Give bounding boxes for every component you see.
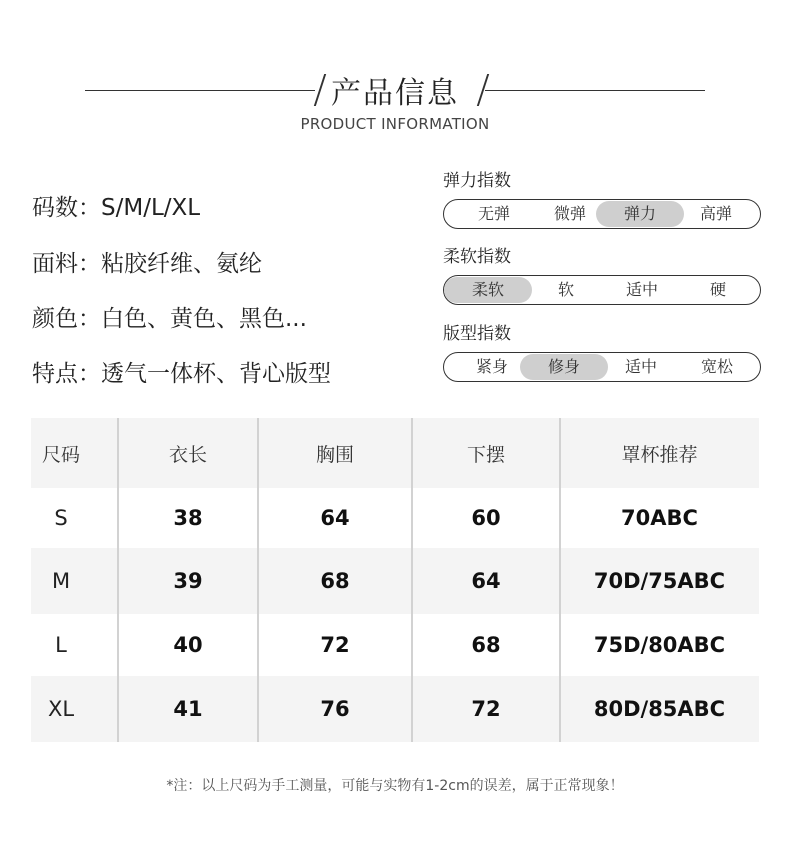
table-row — [31, 676, 759, 742]
elasticity-index-scale — [443, 199, 761, 229]
header-length: 衣长 — [168, 443, 207, 466]
cell-size: L — [55, 633, 67, 657]
fit-option-tight: 紧身 — [475, 357, 508, 376]
cell-bust: 76 — [320, 697, 350, 721]
cell-bust: 64 — [320, 506, 350, 530]
cell-cup: 70D/75ABC — [593, 569, 726, 593]
header-hem: 下摆 — [466, 443, 505, 466]
column-divider — [117, 418, 119, 742]
cell-hem: 60 — [471, 506, 501, 530]
cell-cup: 75D/80ABC — [593, 633, 726, 657]
fit-option-regular: 适中 — [624, 357, 657, 376]
info-size-value: S/M/L/XL — [101, 195, 201, 221]
cell-size: S — [54, 506, 68, 530]
info-feature-label: 特点： — [32, 361, 101, 387]
header-right-line — [485, 90, 705, 91]
elasticity-option-slight: 微弹 — [553, 204, 586, 223]
elasticity-option-none: 无弹 — [477, 204, 510, 223]
info-fabric — [32, 245, 262, 278]
softness-index-scale — [443, 275, 761, 305]
softness-option-soft-2: 软 — [557, 280, 574, 299]
table-row — [31, 488, 759, 548]
cell-length: 41 — [173, 697, 203, 721]
cell-length: 39 — [173, 569, 203, 593]
info-size-label: 码数： — [32, 195, 101, 221]
cell-length: 38 — [173, 506, 203, 530]
page-subtitle: PRODUCT INFORMATION — [300, 115, 490, 133]
cell-hem: 72 — [471, 697, 501, 721]
cell-bust: 68 — [320, 569, 350, 593]
info-color — [32, 300, 307, 333]
cell-cup: 80D/85ABC — [593, 697, 726, 721]
column-divider — [411, 418, 413, 742]
softness-index-title: 柔软指数 — [443, 247, 511, 267]
softness-option-medium: 适中 — [625, 280, 658, 299]
cell-bust: 72 — [320, 633, 350, 657]
elasticity-index-title: 弹力指数 — [443, 171, 511, 191]
info-feature — [32, 355, 331, 388]
softness-option-soft: 柔软 — [444, 277, 532, 303]
cell-length: 40 — [173, 633, 203, 657]
elasticity-option-high: 高弹 — [699, 204, 732, 223]
cell-hem: 64 — [471, 569, 501, 593]
column-divider — [559, 418, 561, 742]
fit-option-loose: 宽松 — [700, 357, 733, 376]
elasticity-option-elastic: 弹力 — [596, 201, 684, 227]
info-fabric-value: 粘胶纤维、氨纶 — [101, 251, 262, 277]
cell-size: M — [51, 569, 71, 593]
page-title: 产品信息 — [331, 76, 459, 111]
header-bust: 胸围 — [315, 443, 354, 466]
column-divider — [257, 418, 259, 742]
fit-index-title: 版型指数 — [443, 324, 511, 344]
table-row — [31, 548, 759, 614]
info-color-label: 颜色： — [32, 306, 101, 332]
table-row — [31, 614, 759, 676]
fit-index-scale — [443, 352, 761, 382]
info-feature-value: 透气一体杯、背心版型 — [101, 361, 331, 387]
cell-size: XL — [47, 697, 75, 721]
measurement-note: *注：以上尺码为手工测量，可能与实物有1-2cm的误差，属于正常现象！ — [166, 778, 624, 794]
header-size: 尺码 — [41, 443, 80, 466]
softness-option-hard: 硬 — [709, 280, 726, 299]
cell-cup: 70ABC — [621, 506, 698, 530]
info-color-value: 白色、黄色、黑色... — [101, 306, 307, 332]
header-cup: 罩杯推荐 — [621, 443, 698, 466]
info-size — [32, 189, 200, 222]
table-header-row — [31, 418, 759, 488]
cell-hem: 68 — [471, 633, 501, 657]
info-fabric-label: 面料： — [32, 251, 101, 277]
fit-option-slim: 修身 — [520, 354, 608, 380]
